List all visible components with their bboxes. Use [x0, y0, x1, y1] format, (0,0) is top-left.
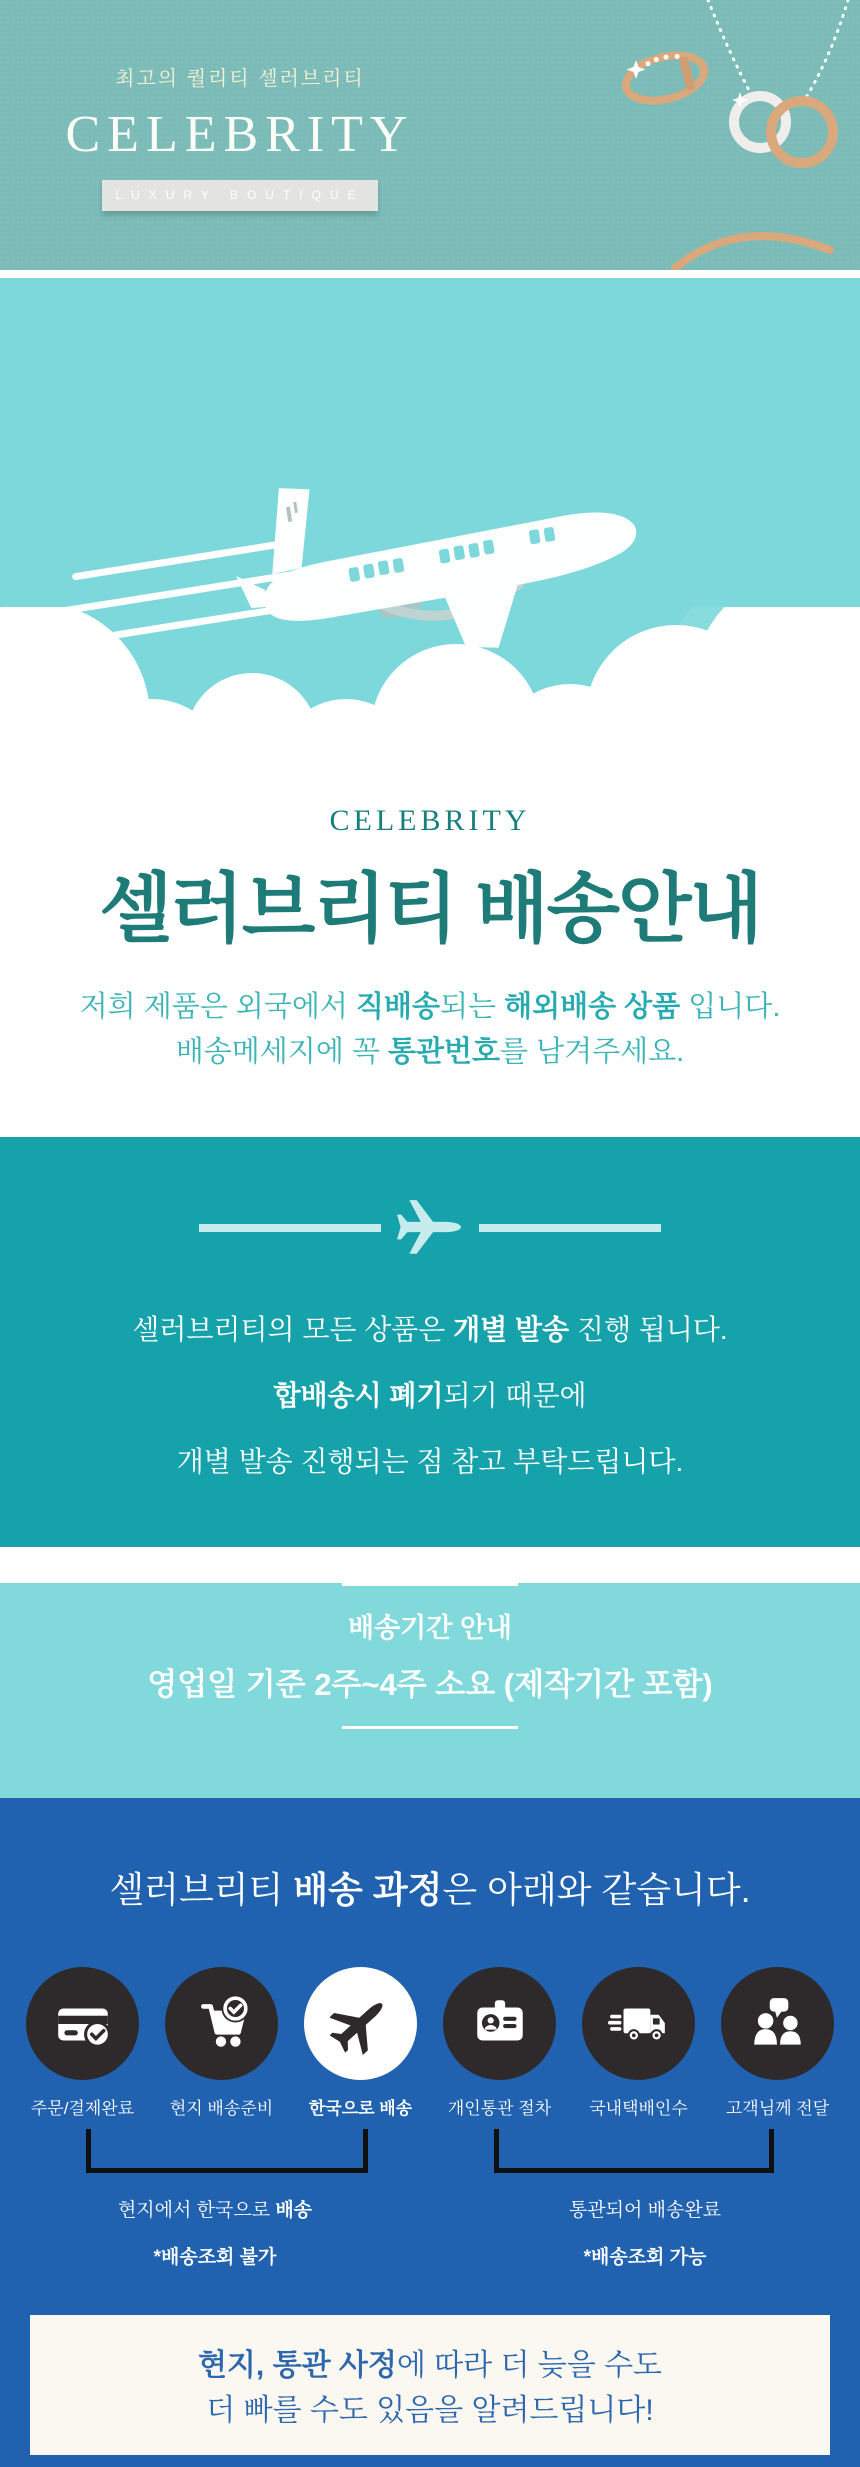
- step-circle: [582, 1967, 695, 2080]
- notice-box: [30, 2315, 830, 2455]
- step-circle: [443, 1967, 556, 2080]
- section-divider: [0, 270, 860, 278]
- shipping-period-section: [0, 1583, 860, 1798]
- step-delivered-to-customer: [721, 1967, 834, 2119]
- bracket-captions: [0, 2195, 860, 2269]
- individual-shipping-section: [0, 1137, 860, 1547]
- intro-line2: 배송메세지에 꼭 통관번호를 남겨주세요.: [175, 1035, 685, 1068]
- gold-ring-icon: [621, 46, 709, 108]
- step-local-preparation: [165, 1967, 278, 2119]
- pendant-ring-silver-icon: [734, 96, 786, 148]
- step-circle-highlighted: [304, 1967, 417, 2080]
- brand-header: [0, 0, 860, 270]
- necklace-chain-icon: [708, 0, 752, 96]
- credit-card-check-icon: [52, 1993, 114, 2055]
- customer-handoff-icon: [747, 1993, 809, 2055]
- step-circle: [165, 1967, 278, 2080]
- individual-shipping-text: [0, 1297, 860, 1494]
- divider-line: [199, 1224, 381, 1232]
- jewelry-illustration: [440, 0, 860, 270]
- speed-line-icon: [72, 540, 285, 581]
- hero-plane-section: [0, 278, 860, 772]
- step-label: 고객님께 전달: [725, 2099, 830, 2118]
- bracket-left: [86, 2129, 368, 2173]
- bangle-icon: [675, 236, 830, 268]
- page-title: 셀러브리티 배송안내: [99, 867, 761, 952]
- airplane-divider-icon: [397, 1195, 463, 1261]
- shipping-process-section: [0, 1798, 860, 2467]
- step-label: 개인통관 절차: [447, 2099, 552, 2118]
- necklace-chain-icon: [802, 0, 848, 104]
- step-domestic-courier: [582, 1967, 695, 2119]
- caption-right-line1: 통관되어 배송완료: [568, 2200, 722, 2221]
- notice-line2: 더 빠를 수도 있음을 알려드립니다!: [206, 2394, 654, 2427]
- rule-line: [342, 1583, 518, 1586]
- caption-right-line2: *배송조회 가능: [583, 2247, 707, 2268]
- bracket-right: [494, 2129, 774, 2173]
- brand-block: [0, 0, 480, 211]
- process-heading: 셀러브리티 배송 과정은 아래와 같습니다.: [109, 1869, 751, 1910]
- step-label: 한국으로 배송: [308, 2099, 413, 2118]
- caption-left-line2: *배송조회 불가: [153, 2247, 277, 2268]
- luxury-boutique-badge: LUXURY BOUTIQUE: [102, 180, 378, 211]
- id-card-icon: [469, 1993, 531, 2055]
- cart-check-icon: [191, 1993, 253, 2055]
- step-customs-clearance: [443, 1967, 556, 2119]
- caption-left: [0, 2195, 430, 2269]
- caption-left-line1: 현지에서 한국으로 배송: [117, 2200, 313, 2221]
- delivery-truck-icon: [608, 1993, 670, 2055]
- process-brackets: [0, 2129, 860, 2179]
- step-circle: [26, 1967, 139, 2080]
- clouds-illustration: [0, 607, 860, 772]
- period-title: 배송기간 안내: [348, 1613, 512, 1643]
- divider-line: [479, 1224, 661, 1232]
- step-ship-to-korea: [304, 1967, 417, 2119]
- individual-line1: 셀러브리티의 모든 상품은 개별 발송 진행 됩니다.: [132, 1314, 728, 1345]
- step-order-payment: [26, 1967, 139, 2119]
- intro-section: [0, 772, 860, 1137]
- individual-line3: 개별 발송 진행되는 점 참고 부탁드립니다.: [176, 1445, 684, 1477]
- intro-brand-text: CELEBRITY: [329, 804, 531, 837]
- brand-tagline: 최고의 퀄리티 셀러브리티: [115, 68, 365, 90]
- step-label: 현지 배송준비: [169, 2099, 274, 2118]
- brand-logo-text: CELEBRITY: [65, 106, 415, 163]
- rule-line: [342, 1726, 518, 1729]
- process-steps: [0, 1967, 860, 2119]
- period-subtitle: 영업일 기준 2주~4주 소요 (제작기간 포함): [147, 1667, 713, 1702]
- step-label: 국내택배인수: [589, 2099, 688, 2118]
- plane-divider: [0, 1137, 860, 1261]
- notice-line1: 현지, 통관 사정에 따라 더 늦을 수도: [197, 2349, 663, 2382]
- intro-line1: 저희 제품은 외국에서 직배송되는 해외배송 상품 입니다.: [79, 991, 781, 1023]
- individual-line2: 합배송시 폐기되기 때문에: [273, 1379, 587, 1411]
- caption-right: [430, 2195, 860, 2269]
- intro-paragraph: [0, 985, 860, 1075]
- step-label: 주문/결제완료: [30, 2099, 135, 2118]
- airplane-icon: [330, 1993, 392, 2055]
- step-circle: [721, 1967, 834, 2080]
